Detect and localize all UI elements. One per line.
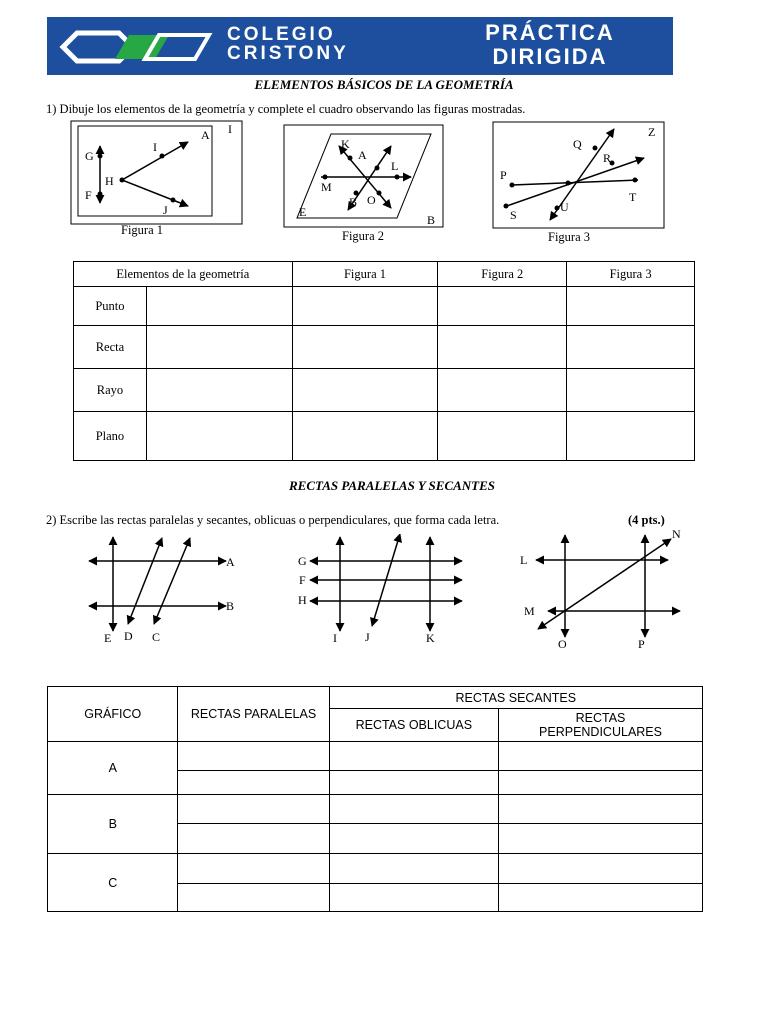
answer-cell[interactable] bbox=[499, 884, 703, 912]
table-row bbox=[74, 369, 695, 412]
school-name-line1: COLEGIO bbox=[227, 24, 336, 45]
answer-cell[interactable] bbox=[567, 412, 695, 461]
fig2-label-b-line: B bbox=[349, 195, 358, 209]
fig2-label-l: L bbox=[391, 159, 399, 173]
answer-cell[interactable] bbox=[178, 884, 329, 912]
figure-3-caption: Figura 3 bbox=[548, 230, 591, 244]
answer-cell[interactable] bbox=[146, 287, 292, 326]
graph-c-label-m: M bbox=[524, 604, 535, 618]
answer-cell[interactable] bbox=[567, 287, 695, 326]
graph-b-label-h: H bbox=[298, 593, 307, 607]
fig1-label-i-plane: I bbox=[228, 122, 232, 136]
elements-table-header bbox=[74, 262, 695, 287]
answer-cell[interactable] bbox=[146, 369, 292, 412]
answer-cell[interactable] bbox=[329, 884, 498, 912]
fig1-label-i: I bbox=[153, 140, 157, 154]
answer-cell[interactable] bbox=[292, 369, 438, 412]
table-row bbox=[48, 795, 703, 824]
header-elementos: Elementos de la geometría bbox=[74, 262, 293, 287]
answer-cell[interactable] bbox=[178, 854, 329, 884]
graph-c bbox=[518, 525, 688, 651]
graph-c-label-n: N bbox=[672, 527, 681, 541]
fig3-label-u: U bbox=[560, 200, 569, 214]
graph-a-label-c: C bbox=[152, 630, 161, 644]
answer-cell[interactable] bbox=[499, 771, 703, 795]
graph-a-label-e: E bbox=[104, 631, 112, 645]
graph-b-label-k: K bbox=[426, 631, 435, 645]
fig2-label-m: M bbox=[321, 180, 332, 194]
fig3-label-t: T bbox=[629, 190, 637, 204]
row-label-punto: Punto bbox=[74, 287, 147, 326]
section2-title: RECTAS PARALELAS Y SECANTES bbox=[288, 478, 496, 493]
fig2-label-b: B bbox=[427, 213, 436, 227]
points-badge: (4 pts.) bbox=[628, 513, 665, 527]
answer-cell[interactable] bbox=[178, 795, 329, 824]
answer-cell[interactable] bbox=[146, 412, 292, 461]
graph-b-label-i: I bbox=[333, 631, 337, 645]
answer-cell[interactable] bbox=[178, 742, 329, 771]
figure-2-caption: Figura 2 bbox=[342, 229, 385, 243]
header-secantes: RECTAS SECANTES bbox=[329, 687, 702, 709]
graph-b-label-f: F bbox=[299, 573, 306, 587]
header-perpendiculares: RECTAS PERPENDICULARES bbox=[499, 709, 703, 742]
fig3-label-s: S bbox=[510, 208, 517, 222]
fig2-label-o: O bbox=[367, 193, 376, 207]
fig3-label-r: R bbox=[603, 151, 612, 165]
lines-table bbox=[47, 686, 703, 912]
row-label-b: B bbox=[48, 795, 178, 854]
table-row bbox=[74, 412, 695, 461]
header-banner bbox=[47, 17, 673, 75]
answer-cell[interactable] bbox=[329, 824, 498, 854]
row-label-a: A bbox=[48, 742, 178, 795]
answer-cell[interactable] bbox=[499, 795, 703, 824]
worksheet-title-line2: DIRIGIDA bbox=[492, 44, 608, 69]
graph-c-label-o: O bbox=[558, 637, 567, 651]
fig3-label-q: Q bbox=[573, 137, 582, 151]
section1-title: ELEMENTOS BÁSICOS DE LA GEOMETRÍA bbox=[254, 77, 514, 92]
question-2: 2) Escribe las rectas paralelas y secantes, oblicuas o perpendiculares, que forma cada letra. bbox=[46, 513, 500, 527]
question-1: 1) Dibuje los elementos de la geometría y complete el cuadro observando las figuras mostradas. bbox=[46, 102, 526, 116]
graph-a-label-b: B bbox=[226, 599, 235, 613]
header-figura-3: Figura 3 bbox=[567, 262, 695, 287]
figure-3 bbox=[492, 121, 666, 229]
graph-c-label-p: P bbox=[638, 637, 645, 651]
graph-b-label-g: G bbox=[298, 554, 307, 568]
fig1-label-g: G bbox=[85, 149, 94, 163]
answer-cell[interactable] bbox=[499, 742, 703, 771]
answer-cell[interactable] bbox=[292, 326, 438, 369]
fig3-label-p: P bbox=[500, 168, 507, 182]
answer-cell[interactable] bbox=[499, 824, 703, 854]
answer-cell[interactable] bbox=[438, 326, 567, 369]
figure-1 bbox=[70, 118, 250, 230]
graph-b bbox=[296, 534, 466, 646]
row-label-recta: Recta bbox=[74, 326, 147, 369]
fig1-label-f: F bbox=[85, 188, 92, 202]
answer-cell[interactable] bbox=[567, 326, 695, 369]
school-name-line2: CRISTONY bbox=[227, 43, 349, 64]
graph-a-label-d: D bbox=[124, 629, 133, 643]
answer-cell[interactable] bbox=[178, 824, 329, 854]
graph-a-label-a: A bbox=[226, 555, 235, 569]
header-paralelas: RECTAS PARALELAS bbox=[178, 687, 329, 742]
answer-cell[interactable] bbox=[329, 854, 498, 884]
fig3-label-z: Z bbox=[648, 125, 656, 139]
header-grafico: GRÁFICO bbox=[48, 687, 178, 742]
elements-table bbox=[73, 261, 695, 461]
answer-cell[interactable] bbox=[438, 287, 567, 326]
answer-cell[interactable] bbox=[329, 771, 498, 795]
graph-b-label-j: J bbox=[365, 630, 370, 644]
fig1-label-j: J bbox=[163, 203, 168, 217]
answer-cell[interactable] bbox=[146, 326, 292, 369]
table-row bbox=[48, 742, 703, 771]
header-figura-1: Figura 1 bbox=[292, 262, 438, 287]
graph-c-label-l: L bbox=[520, 553, 528, 567]
figure-2 bbox=[283, 124, 445, 230]
row-label-c: C bbox=[48, 854, 178, 912]
fig2-label-e: E bbox=[299, 205, 307, 219]
answer-cell[interactable] bbox=[178, 771, 329, 795]
answer-cell[interactable] bbox=[567, 369, 695, 412]
header-figura-2: Figura 2 bbox=[438, 262, 567, 287]
worksheet-title-line1: PRÁCTICA bbox=[485, 20, 615, 45]
table-row bbox=[48, 854, 703, 884]
row-label-rayo: Rayo bbox=[74, 369, 147, 412]
table-row bbox=[74, 287, 695, 326]
table-row bbox=[74, 326, 695, 369]
fig1-label-a: A bbox=[201, 128, 210, 142]
fig2-label-k: K bbox=[341, 137, 350, 151]
answer-cell[interactable] bbox=[292, 287, 438, 326]
answer-cell[interactable] bbox=[438, 369, 567, 412]
answer-cell[interactable] bbox=[499, 854, 703, 884]
lines-table-header bbox=[48, 687, 703, 709]
answer-cell[interactable] bbox=[292, 412, 438, 461]
worksheet-title bbox=[435, 21, 665, 69]
fig2-label-a: A bbox=[358, 148, 367, 162]
figure-1-caption: Figura 1 bbox=[121, 223, 164, 237]
header-oblicuas: RECTAS OBLICUAS bbox=[329, 709, 498, 742]
answer-cell[interactable] bbox=[438, 412, 567, 461]
row-label-plano: Plano bbox=[74, 412, 147, 461]
school-name bbox=[227, 25, 349, 63]
answer-cell[interactable] bbox=[329, 742, 498, 771]
graph-a bbox=[86, 534, 242, 646]
school-logo-icon bbox=[59, 25, 214, 69]
answer-cell[interactable] bbox=[329, 795, 498, 824]
fig1-label-h: H bbox=[105, 174, 114, 188]
